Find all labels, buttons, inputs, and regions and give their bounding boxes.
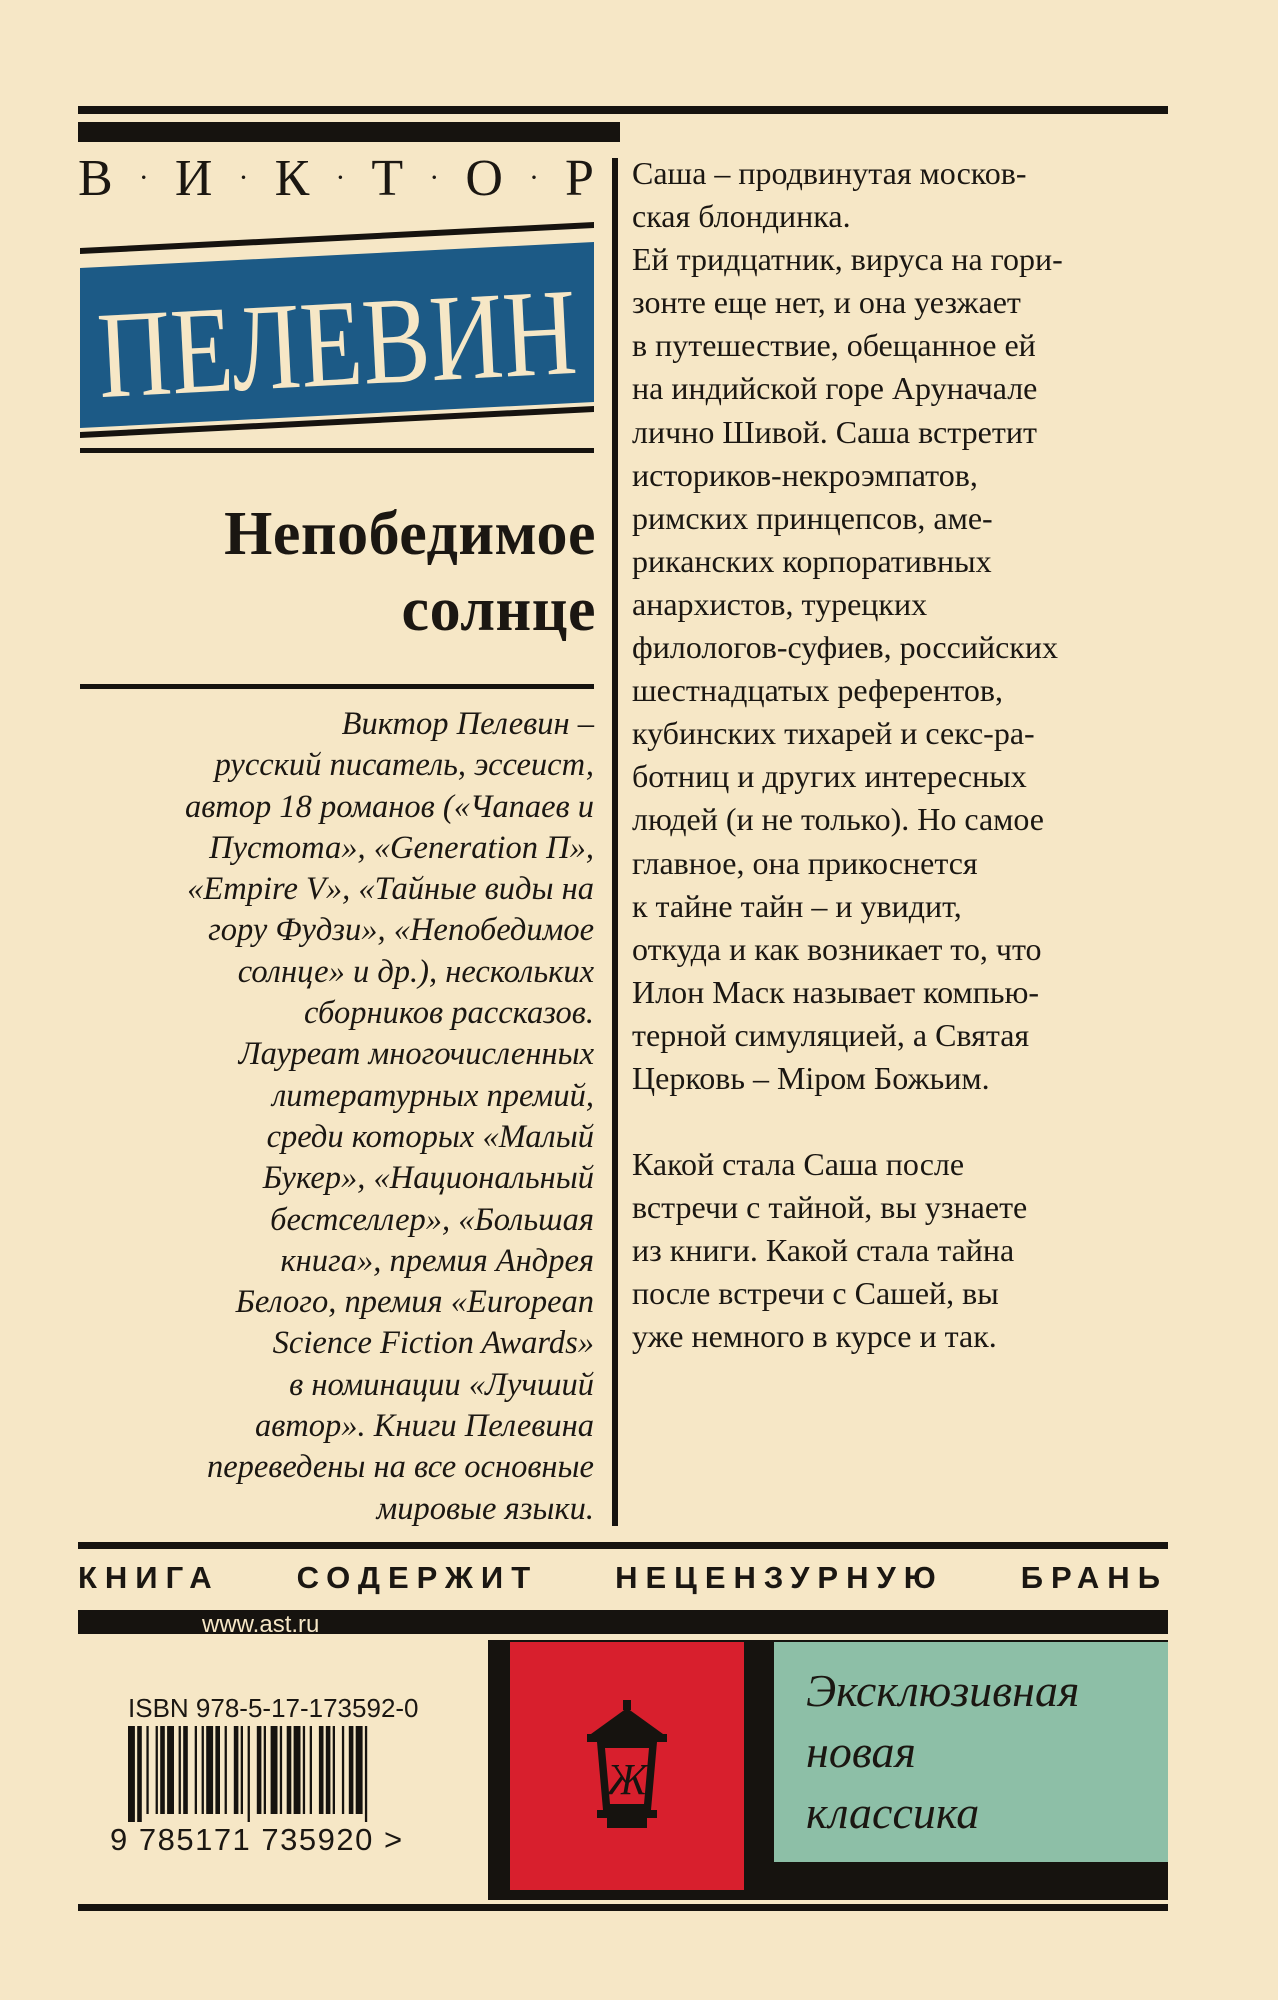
- bio-line: Белого, премия «European: [235, 1284, 594, 1321]
- desc-line: ская блондинка.: [632, 198, 851, 235]
- series-name: [806, 1660, 1079, 1843]
- series-line: классика: [806, 1787, 980, 1838]
- author-letter: И: [174, 149, 213, 207]
- desc-line: к тайне тайн – и увидит,: [632, 887, 962, 924]
- author-letter: О: [465, 149, 503, 207]
- title-rule: [80, 684, 594, 689]
- warning-word: БРАНЬ: [1020, 1560, 1168, 1595]
- barcode: [128, 1726, 418, 1822]
- bottom-rule: [78, 1904, 1168, 1911]
- desc-line: Ей тридцатник, вируса на гори-: [632, 241, 1063, 278]
- top-rule-thick: [78, 122, 620, 142]
- book-description: [632, 152, 1172, 1359]
- bio-line: в номинации «Лучший: [289, 1366, 594, 1403]
- bio-line: Букер», «Национальный: [262, 1160, 594, 1197]
- author-letter: Р: [565, 149, 594, 207]
- author-letter: К: [274, 149, 310, 207]
- desc-line: Илон Маск называет компью-: [632, 973, 1039, 1010]
- bio-line: среди которых «Малый: [266, 1118, 594, 1155]
- author-banner-graphic: [80, 222, 594, 442]
- bio-line: переведены на все основные: [206, 1449, 594, 1486]
- series-line: Эксклюзивная: [806, 1665, 1080, 1716]
- desc-line: Какой стала Саша после: [632, 1146, 965, 1183]
- desc-line: ботниц и других интересных: [632, 758, 1027, 795]
- isbn: ISBN 978-5-17-173592-0: [128, 1693, 419, 1723]
- top-rule-thin: [78, 106, 1168, 114]
- warning-word: СОДЕРЖИТ: [296, 1560, 539, 1595]
- desc-line: римских принцепсов, аме-: [632, 499, 993, 536]
- desc-line: анархистов, турецких: [632, 585, 928, 622]
- barcode-number: 9 785171 735920 >: [110, 1822, 404, 1857]
- title-line: Непобедимое: [224, 500, 596, 568]
- author-first-name: В · И · К · Т · О · Р: [78, 149, 594, 207]
- lantern-icon: [583, 1700, 671, 1830]
- desc-line: историков-некроэмпатов,: [632, 456, 978, 493]
- bio-line: мировые языки.: [376, 1490, 594, 1527]
- desc-line: встречи с тайной, вы узнаете: [632, 1189, 1028, 1226]
- content-warning: [78, 1556, 1168, 1600]
- author-banner: [80, 222, 594, 442]
- bio-line: сборников рассказов.: [304, 995, 594, 1032]
- desc-line: зонте еще нет, и она уезжает: [632, 284, 1021, 321]
- author-last-name: ПЕЛЕВИН: [94, 263, 580, 425]
- bio-line: Лауреат многочисленных: [238, 1036, 594, 1073]
- book-title: [78, 496, 596, 648]
- desc-line: уже немного в курсе и так.: [632, 1318, 997, 1355]
- desc-line: откуда и как возникает то, что: [632, 930, 1042, 967]
- desc-line: лично Шивой. Саша встретит: [632, 413, 1037, 450]
- desc-line: шестнадцатых референтов,: [632, 672, 1003, 709]
- warning-word: КНИГА: [78, 1560, 220, 1595]
- bio-line: автор 18 романов («Чапаев и: [184, 788, 594, 825]
- bio-line: бестселлер», «Большая: [270, 1201, 594, 1238]
- title-line: солнце: [401, 576, 596, 644]
- desc-line: в путешествие, обещанное ей: [632, 327, 1036, 364]
- bio-line: Science Fiction Awards»: [272, 1325, 594, 1362]
- bio-line: гору Фудзи», «Непобедимое: [208, 912, 594, 949]
- banner-rule: [80, 448, 594, 453]
- column-divider: [612, 158, 618, 1526]
- author-letter: Т: [371, 149, 404, 207]
- bio-line: Виктор Пелевин –: [341, 706, 594, 742]
- warning-word: НЕЦЕНЗУРНУЮ: [615, 1560, 944, 1595]
- desc-line: после встречи с Сашей, вы: [632, 1275, 999, 1312]
- desc-line: кубинских тихарей и секс-ра-: [632, 715, 1035, 752]
- desc-line: людей (и не только). Но самое: [632, 801, 1044, 838]
- bio-line: литературных премий,: [272, 1077, 594, 1114]
- author-bio: [80, 704, 594, 1530]
- author-letter: В: [78, 149, 113, 207]
- desc-line: риканских корпоративных: [632, 542, 992, 579]
- desc-line: филологов-суфиев, российских: [632, 629, 1058, 666]
- desc-line: Саша – продвинутая москов-: [632, 155, 1027, 191]
- bio-line: автор». Книги Пелевина: [254, 1408, 594, 1445]
- series-line: новая: [806, 1726, 916, 1777]
- desc-line: из книги. Какой стала тайна: [632, 1232, 1015, 1269]
- bio-line: Пустота», «Generation П»,: [209, 829, 594, 866]
- bio-line: «Empire V», «Тайные виды на: [187, 871, 594, 908]
- bio-line: солнце» и др.), нескольких: [237, 953, 594, 990]
- lantern-letter: Ж: [606, 1755, 648, 1804]
- website: www.ast.ru: [202, 1611, 320, 1638]
- bio-line: русский писатель, эссеист,: [214, 747, 594, 784]
- bio-line: книга», премия Андрея: [280, 1242, 594, 1279]
- warning-rule-top: [78, 1542, 1168, 1549]
- desc-line: терной симуляцией, а Святая: [632, 1016, 1030, 1053]
- desc-line: Церковь – Міром Божьим.: [632, 1059, 990, 1096]
- desc-line: главное, она прикоснется: [632, 844, 978, 881]
- desc-line: на индийской горе Аруначале: [632, 370, 1038, 407]
